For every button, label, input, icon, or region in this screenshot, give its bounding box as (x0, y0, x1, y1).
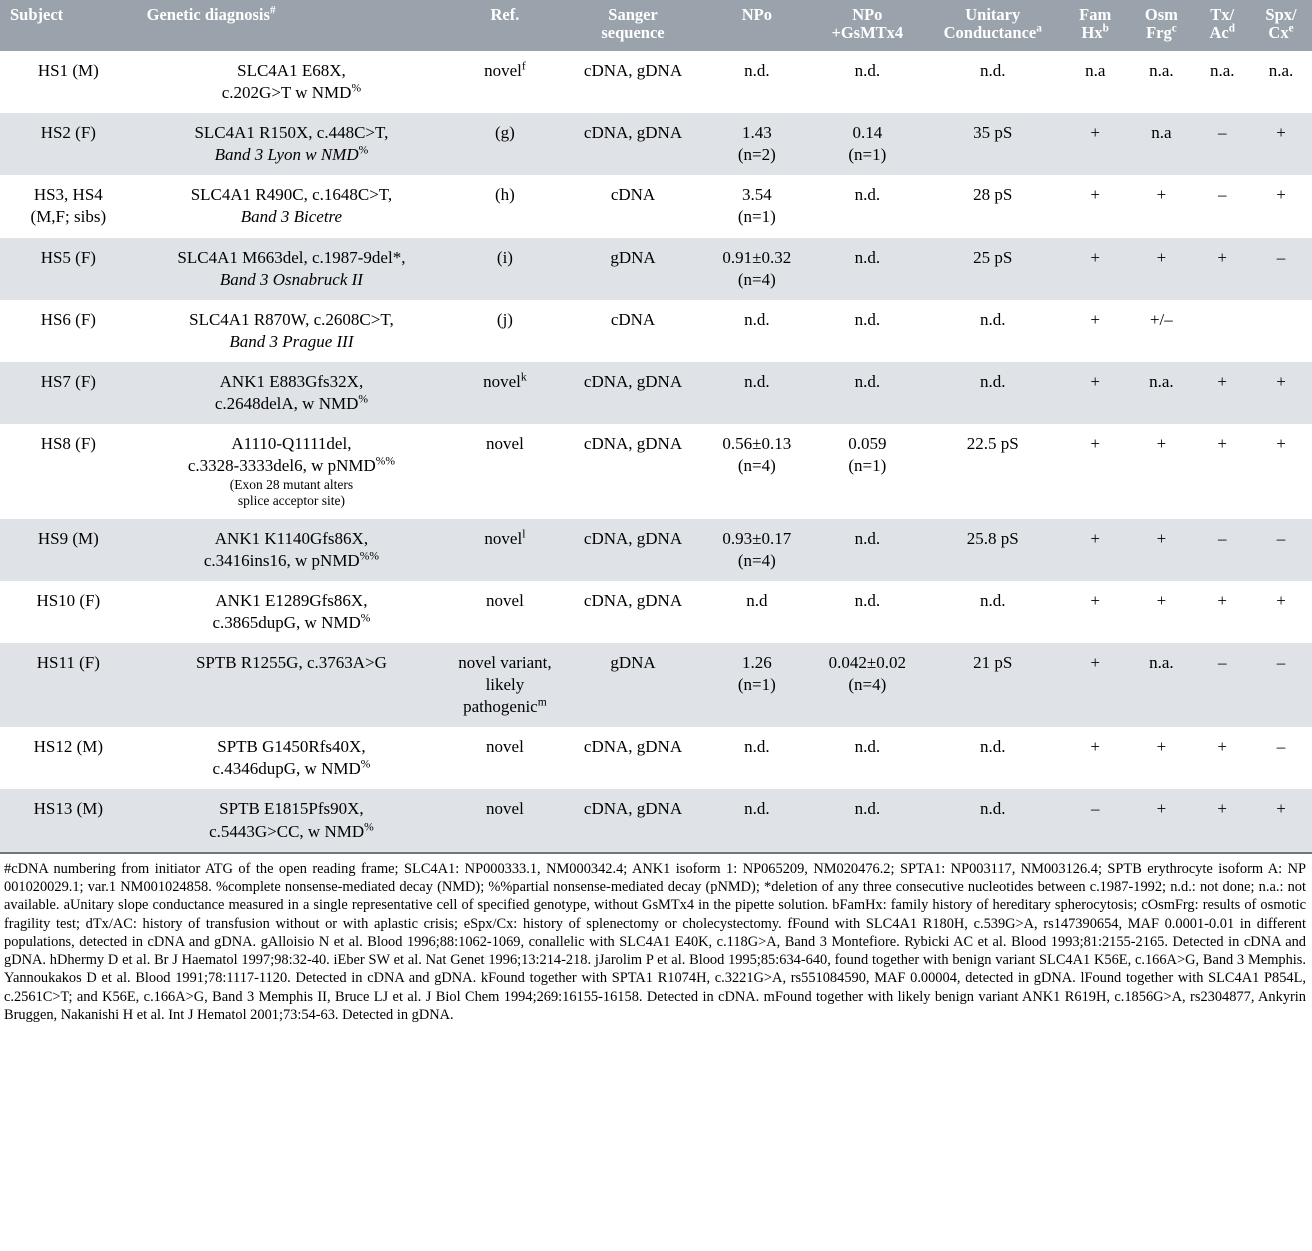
header-sup: b (1102, 22, 1109, 35)
cell-conductance: n.d. (923, 51, 1062, 113)
cell-genetic-diagnosis (137, 362, 447, 424)
cell-sanger: cDNA, gDNA (564, 581, 703, 643)
npo-n: (n=4) (737, 456, 776, 476)
diagnosis-line1: SLC4A1 R490C, c.1648C>T, (190, 185, 393, 205)
cell-sanger: cDNA, gDNA (564, 113, 703, 175)
column-header-unitary-conductance (923, 0, 1062, 51)
header-row (0, 0, 1312, 51)
header-line2: Conductance$^a$ (943, 22, 1042, 43)
cell-ref: (i) (446, 238, 563, 300)
header-sup: c (1171, 22, 1177, 35)
cell-genetic-diagnosis (137, 238, 447, 300)
cell-npo: 0.93±0.17 (n=4) (702, 519, 811, 581)
cell-genetic-diagnosis (137, 51, 447, 113)
cell-ref: novel$^l$ (446, 519, 563, 581)
cell-sanger: cDNA, gDNA (564, 789, 703, 851)
cell-genetic-diagnosis (137, 519, 447, 581)
cell-osmfrg: + (1128, 581, 1194, 643)
cell-ref: novel$^f$ (446, 51, 563, 113)
cell-famhx: + (1062, 175, 1128, 237)
cell-genetic-diagnosis (137, 789, 447, 851)
diagnosis-line2: c.3865dupG, w NMD% (212, 611, 371, 632)
cell-npo: n.d. (702, 727, 811, 789)
cell-osmfrg: + (1128, 519, 1194, 581)
cell-subject: HS2 (F) (0, 113, 137, 175)
cell-genetic-diagnosis (137, 175, 447, 237)
cell-spxcx: + (1250, 175, 1312, 237)
diagnosis-line2: c.3416ins16, w pNMD%% (203, 549, 379, 570)
cell-npo: n.d (702, 581, 811, 643)
cell-subject: HS3, HS4 (M,F; sibs) (0, 175, 137, 237)
table-row (0, 789, 1312, 851)
cell-npo: n.d. (702, 362, 811, 424)
diagnosis-line1: SLC4A1 R870W, c.2608C>T, (189, 309, 394, 329)
cell-subject: HS12 (M) (0, 727, 137, 789)
diagnosis-line2: c.3328-3333del6, w pNMD%% (187, 454, 396, 476)
table-body (0, 51, 1312, 852)
diagnosis-sup: % (358, 143, 369, 157)
cell-conductance: 21 pS (923, 643, 1062, 727)
diagnosis-line2: c.2648delA, w NMD% (214, 392, 369, 413)
cell-spxcx: – (1250, 238, 1312, 300)
ref-line2: likely pathogenic$^m$ (463, 675, 547, 717)
diagnosis-sup: % (351, 81, 362, 95)
diagnosis-line2: c.5443G>CC, w NMD% (209, 819, 374, 841)
npo-gsmtx4-n: (n=4) (848, 675, 887, 695)
npo-n: (n=1) (737, 675, 776, 695)
cell-conductance: 22.5 pS (923, 424, 1062, 519)
column-header-tx-ac (1194, 0, 1250, 51)
cell-txac: + (1194, 727, 1250, 789)
cell-subject: HS13 (M) (0, 789, 137, 851)
footnote-text: #cDNA numbering from initiator ATG of the open reading frame; SLC4A1: NP000333.1, NM000342.4; ANK1 isoform 1: NP065209, NM020476.2; SPTA1: NP003117, NM003126.4; SPTB erythrocyte isoform A: NP 001020029.1; var.1 NM001024858. %complete nonsense-mediated decay (NMD); %%partial nonsense-mediated decay (pNMD); *deletion of any three consecutive nucleotides between c.1987-1992; n.d.: not done; n.a.: not available. aUnitary slope conductance measured in a single representative cell of specified genotype, without GsMTx4 in the pipette solution. bFamHx: family history of hereditary spherocytosis; cOsmFrg: results of osmotic fragility test; dTx/AC: history of transfusion without or with aplastic crisis; eSpx/Cx: history of splenectomy or cholecystectomy. fFound with SLC4A1 R180H, c.539G>A, rs147390654, MAF 0.0001-0.01 in different populations, detected in cDNA and gDNA. gAlloisio N et al. Blood 1996;88:1062-1069, conallelic with SLC4A1 E40K, c.118G>A, Band 3 Montefiore. Rybicki AC et al. Blood 1993;81:2155-2165. Detected in cDNA and gDNA. hDhermy D et al. Br J Haematol 1997;98:32-40. iEber SW et al. Nat Genet 1996;13:214-218. jJarolim P et al. Blood 1995;85:634-640, found together with benign variant SLC4A1 K56E, c.166A>G, Band 3 Memphis. Yannoukakos D et al. Blood 1991;78:1117-1120. Detected in cDNA and gDNA. kFound together with SPTA1 R1074H, c.3221G>A, rs551084590, MAF 0.00004, detected in gDNA. lFound together with SLC4A1 P854L, c.2561C>T; and K56E, c.166A>G, Band 3 Memphis II, Bruce LJ et al. J Biol Chem 1994;269:16155-16158. Detected in cDNA. mFound together with likely benign variant ANK1 R619H, c.1856G>A, rs2304877, Ankyrin Bruggen, Nakanishi H et al. Int J Hematol 2001;73:54-63. Detected in gDNA. (4, 860, 1306, 1023)
table-row (0, 362, 1312, 424)
table-row (0, 643, 1312, 727)
ref-sup: f (521, 59, 526, 73)
cell-osmfrg: n.a (1128, 113, 1194, 175)
cell-ref: novel (446, 581, 563, 643)
cell-conductance: 25.8 pS (923, 519, 1062, 581)
diagnosis-line1: ANK1 E1289Gfs86X, (215, 590, 368, 610)
npo-n: (n=4) (737, 550, 776, 570)
diagnosis-note-line2: splice acceptor site) (237, 493, 346, 509)
header-line1: Unitary (965, 5, 1021, 24)
table-row (0, 238, 1312, 300)
table-header (0, 0, 1312, 51)
cell-spxcx: + (1250, 789, 1312, 851)
cell-spxcx: – (1250, 643, 1312, 727)
cell-sanger: cDNA (564, 175, 703, 237)
npo-gsmtx4-n: (n=1) (848, 145, 887, 165)
diagnosis-line1: SLC4A1 M663del, c.1987-9del*, (177, 247, 406, 267)
cell-npo-gsmtx4: 0.14 (n=1) (811, 113, 923, 175)
diagnosis-line1: SPTB G1450Rfs40X, (217, 737, 366, 757)
column-header-spx-cx (1250, 0, 1312, 51)
header-line2: Frg$^c$ (1146, 22, 1177, 43)
cell-famhx: + (1062, 113, 1128, 175)
cell-subject: HS8 (F) (0, 424, 137, 519)
cell-conductance: n.d. (923, 300, 1062, 362)
cell-famhx: + (1062, 643, 1128, 727)
diagnosis-line1: SPTB E1815Pfs90X, (219, 799, 364, 819)
cell-npo: 1.43 (n=2) (702, 113, 811, 175)
cell-npo-gsmtx4: n.d. (811, 175, 923, 237)
header-line1: Sanger (608, 5, 658, 24)
diagnosis-sup: % (358, 392, 369, 406)
cell-famhx: + (1062, 727, 1128, 789)
cell-ref: novel$^k$ (446, 362, 563, 424)
cell-spxcx: – (1250, 519, 1312, 581)
cell-npo: n.d. (702, 789, 811, 851)
header-line1: Genetic diagnosis (146, 5, 270, 24)
cell-famhx: + (1062, 519, 1128, 581)
cell-conductance: 25 pS (923, 238, 1062, 300)
cell-npo-gsmtx4: n.d. (811, 51, 923, 113)
cell-txac: + (1194, 581, 1250, 643)
column-header-fam-hx (1062, 0, 1128, 51)
column-header-subject (0, 0, 137, 51)
table-footnotes (0, 852, 1312, 1033)
cell-spxcx: + (1250, 581, 1312, 643)
cell-ref: novel (446, 789, 563, 851)
cell-ref: (j) (446, 300, 563, 362)
diagnosis-line2: Band 3 Bicetre (240, 207, 343, 227)
cell-txac: – (1194, 113, 1250, 175)
cell-sanger: gDNA (564, 643, 703, 727)
cell-txac: n.a. (1194, 51, 1250, 113)
column-header-sanger-sequence (564, 0, 703, 51)
subject-line2: (M,F; sibs) (30, 207, 107, 227)
cell-npo: n.d. (702, 300, 811, 362)
header-sup: # (269, 4, 276, 17)
cell-osmfrg: n.a. (1128, 362, 1194, 424)
table-row (0, 51, 1312, 113)
cell-npo-gsmtx4: n.d. (811, 581, 923, 643)
cell-spxcx: + (1250, 362, 1312, 424)
diagnosis-line1: ANK1 K1140Gfs86X, (214, 528, 369, 548)
cell-sanger: cDNA, gDNA (564, 424, 703, 519)
cell-npo-gsmtx4: 0.042±0.02 (n=4) (811, 643, 923, 727)
cell-subject: HS1 (M) (0, 51, 137, 113)
table-row (0, 113, 1312, 175)
npo-n: (n=2) (737, 145, 776, 165)
cell-subject: HS11 (F) (0, 643, 137, 727)
cell-subject: HS5 (F) (0, 238, 137, 300)
cell-spxcx: – (1250, 727, 1312, 789)
header-line2: Hx$^b$ (1081, 22, 1109, 43)
diagnosis-line2: c.4346dupG, w NMD% (212, 757, 371, 779)
cell-spxcx: + (1250, 113, 1312, 175)
diagnosis-sup: % (360, 611, 371, 625)
diagnosis-line1: A1110-Q1111del, (231, 434, 352, 454)
cell-npo: 0.56±0.13 (n=4) (702, 424, 811, 519)
table-row (0, 175, 1312, 237)
ref-sup: k (520, 370, 527, 384)
cell-famhx: + (1062, 424, 1128, 519)
header-line1: Subject (10, 5, 64, 24)
header-line1: Ref. (490, 5, 520, 24)
cell-ref: novel (446, 727, 563, 789)
cell-osmfrg: + (1128, 727, 1194, 789)
cell-conductance: 28 pS (923, 175, 1062, 237)
cell-npo: 1.26 (n=1) (702, 643, 811, 727)
diagnosis-note-line1: (Exon 28 mutant alters (229, 477, 354, 493)
cell-npo-gsmtx4: n.d. (811, 727, 923, 789)
diagnosis-line2: Band 3 Osnabruck II (219, 269, 363, 289)
diagnosis-line1: SLC4A1 R150X, c.448C>T, (194, 123, 389, 143)
cell-npo-gsmtx4: n.d. (811, 519, 923, 581)
cell-osmfrg: n.a. (1128, 643, 1194, 727)
header-line1: NPo (852, 5, 883, 24)
cell-famhx: n.a (1062, 51, 1128, 113)
cell-osmfrg: + (1128, 789, 1194, 851)
cell-conductance: n.d. (923, 581, 1062, 643)
diagnosis-sup: % (364, 819, 374, 833)
cell-conductance: n.d. (923, 789, 1062, 851)
diagnosis-line2: Band 3 Lyon w NMD% (214, 143, 369, 165)
cell-osmfrg: +/– (1128, 300, 1194, 362)
cell-subject: HS7 (F) (0, 362, 137, 424)
cell-spxcx: n.a. (1250, 51, 1312, 113)
cell-npo-gsmtx4: n.d. (811, 238, 923, 300)
header-sup: e (1288, 22, 1294, 35)
ref-sup: m (537, 695, 547, 709)
table-row (0, 727, 1312, 789)
cell-subject: HS9 (M) (0, 519, 137, 581)
cell-npo: n.d. (702, 51, 811, 113)
cell-sanger: cDNA, gDNA (564, 727, 703, 789)
column-header-ref (446, 0, 563, 51)
diagnosis-line2: Band 3 Prague III (229, 331, 354, 351)
cell-npo-gsmtx4: n.d. (811, 789, 923, 851)
cell-osmfrg: n.a. (1128, 51, 1194, 113)
cell-npo-gsmtx4: n.d. (811, 300, 923, 362)
cell-txac: + (1194, 789, 1250, 851)
cell-ref: novel variant, likely pathogenic$^m$ (446, 643, 563, 727)
npo-n: (n=4) (737, 269, 776, 289)
cell-ref: novel (446, 424, 563, 519)
cell-ref: (h) (446, 175, 563, 237)
cell-txac: + (1194, 362, 1250, 424)
header-line2: sequence (601, 23, 665, 43)
header-line2: +GsMTx4 (831, 23, 904, 43)
cell-osmfrg: + (1128, 238, 1194, 300)
cell-txac (1194, 300, 1250, 362)
header-line1: Fam (1079, 5, 1112, 24)
cell-genetic-diagnosis (137, 581, 447, 643)
column-header-osm-frg (1128, 0, 1194, 51)
header-line2: Cx$^e$ (1268, 22, 1294, 43)
cell-genetic-diagnosis (137, 424, 447, 519)
cell-npo: 3.54 (n=1) (702, 175, 811, 237)
cell-subject: HS10 (F) (0, 581, 137, 643)
cell-sanger: cDNA (564, 300, 703, 362)
cell-ref: (g) (446, 113, 563, 175)
cell-conductance: 35 pS (923, 113, 1062, 175)
diagnosis-line1: ANK1 E883Gfs32X, (219, 371, 364, 391)
cell-txac: + (1194, 238, 1250, 300)
cell-famhx: + (1062, 300, 1128, 362)
cell-osmfrg: + (1128, 424, 1194, 519)
cell-npo-gsmtx4: n.d. (811, 362, 923, 424)
cell-sanger: cDNA, gDNA (564, 362, 703, 424)
ref-sup: l (522, 526, 526, 540)
cell-npo-gsmtx4: 0.059 (n=1) (811, 424, 923, 519)
cell-txac: – (1194, 643, 1250, 727)
header-sup: d (1228, 22, 1235, 35)
table-row (0, 300, 1312, 362)
header-line2: Ac$^d$ (1209, 22, 1235, 43)
cell-genetic-diagnosis (137, 643, 447, 727)
npo-gsmtx4-n: (n=1) (848, 456, 887, 476)
cell-subject: HS6 (F) (0, 300, 137, 362)
cell-genetic-diagnosis (137, 727, 447, 789)
cell-sanger: gDNA (564, 238, 703, 300)
npo-n: (n=1) (737, 207, 776, 227)
column-header-npo (702, 0, 811, 51)
diagnosis-sup: %% (375, 454, 396, 468)
cell-conductance: n.d. (923, 727, 1062, 789)
header-line1: Osm (1144, 5, 1178, 24)
diagnosis-line1: SLC4A1 E68X, (237, 60, 346, 80)
diagnosis-line2: c.202G>T w NMD% (221, 81, 362, 103)
cell-osmfrg: + (1128, 175, 1194, 237)
cell-sanger: cDNA, gDNA (564, 51, 703, 113)
cell-spxcx (1250, 300, 1312, 362)
cell-famhx: – (1062, 789, 1128, 851)
diagnosis-sup: %% (359, 549, 379, 563)
table-row (0, 424, 1312, 519)
table-row (0, 519, 1312, 581)
header-line1: NPo (741, 5, 772, 24)
cell-conductance: n.d. (923, 362, 1062, 424)
header-line1: Tx/ (1210, 5, 1235, 24)
cell-txac: – (1194, 519, 1250, 581)
cell-genetic-diagnosis (137, 113, 447, 175)
cell-sanger: cDNA, gDNA (564, 519, 703, 581)
column-header-npo-gsmtx4 (811, 0, 923, 51)
header-line1: Spx/ (1265, 5, 1297, 24)
column-header-genetic-diagnosis (137, 0, 447, 51)
cell-famhx: + (1062, 362, 1128, 424)
cell-genetic-diagnosis (137, 300, 447, 362)
cell-txac: – (1194, 175, 1250, 237)
diagnosis-line1: SPTB R1255G, c.3763A>G (195, 653, 387, 672)
cell-txac: + (1194, 424, 1250, 519)
table-row (0, 581, 1312, 643)
cell-famhx: + (1062, 238, 1128, 300)
cell-famhx: + (1062, 581, 1128, 643)
cell-npo: 0.91±0.32 (n=4) (702, 238, 811, 300)
diagnosis-sup: % (360, 757, 371, 771)
cell-spxcx: + (1250, 424, 1312, 519)
header-sup: a (1036, 22, 1042, 35)
